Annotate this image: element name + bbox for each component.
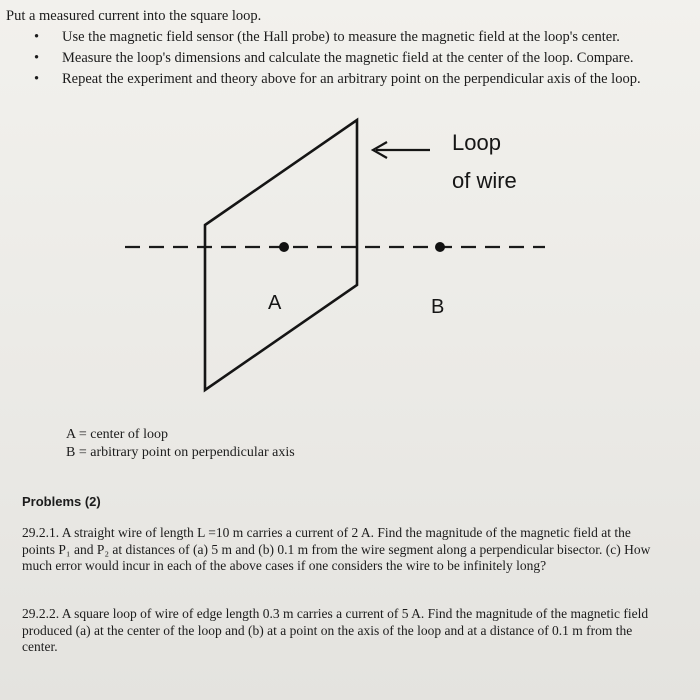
problems-heading: Problems (2) bbox=[22, 494, 101, 509]
loop-label-line2: of wire bbox=[452, 168, 517, 193]
legend-item-b: B = arbitrary point on perpendicular axis bbox=[66, 445, 295, 460]
instruction-item: • Repeat the experiment and theory above for an arbitrary point on the perpendicular axis of the loop. bbox=[6, 69, 696, 90]
point-b-label: B bbox=[431, 296, 445, 318]
legend-item-a: A = center of loop bbox=[66, 427, 168, 442]
intro-lead: Put a measured current into the square loop. bbox=[6, 8, 262, 24]
instruction-item: • Measure the loop's dimensions and calculate the magnetic field at the center of the loop. Compare. bbox=[6, 48, 696, 69]
loop-label-line1: Loop bbox=[452, 130, 501, 155]
point-b-marker bbox=[435, 242, 445, 252]
problem-29-2-2: 29.2.2. A square loop of wire of edge length 0.3 m carries a current of 5 A. Find the magnitude of the magnetic field produced (a) at the center of the loop and (b) at a point on the axis of the loop and at a distance of 0.1 m from the center. bbox=[22, 606, 649, 654]
figure-legend bbox=[66, 426, 295, 462]
problem-29-2-1: 29.2.1. A straight wire of length L =10 m carries a current of 2 A. Find the magnitude of the magnetic field at the points P₁ and P₂ at distances of (a) 5 m and (b) 0.1 m from the wire segment along a perpendicular bisector. (c) How much error would incur in each of the above cases if one considers the wire to be infinitely long? bbox=[22, 525, 651, 573]
instruction-item: • Use the magnetic field sensor (the Hall probe) to measure the magnetic field at the loop's center. bbox=[6, 27, 696, 48]
wire-loop bbox=[205, 120, 357, 390]
point-a-marker bbox=[279, 242, 289, 252]
point-a-label: A bbox=[268, 292, 282, 314]
